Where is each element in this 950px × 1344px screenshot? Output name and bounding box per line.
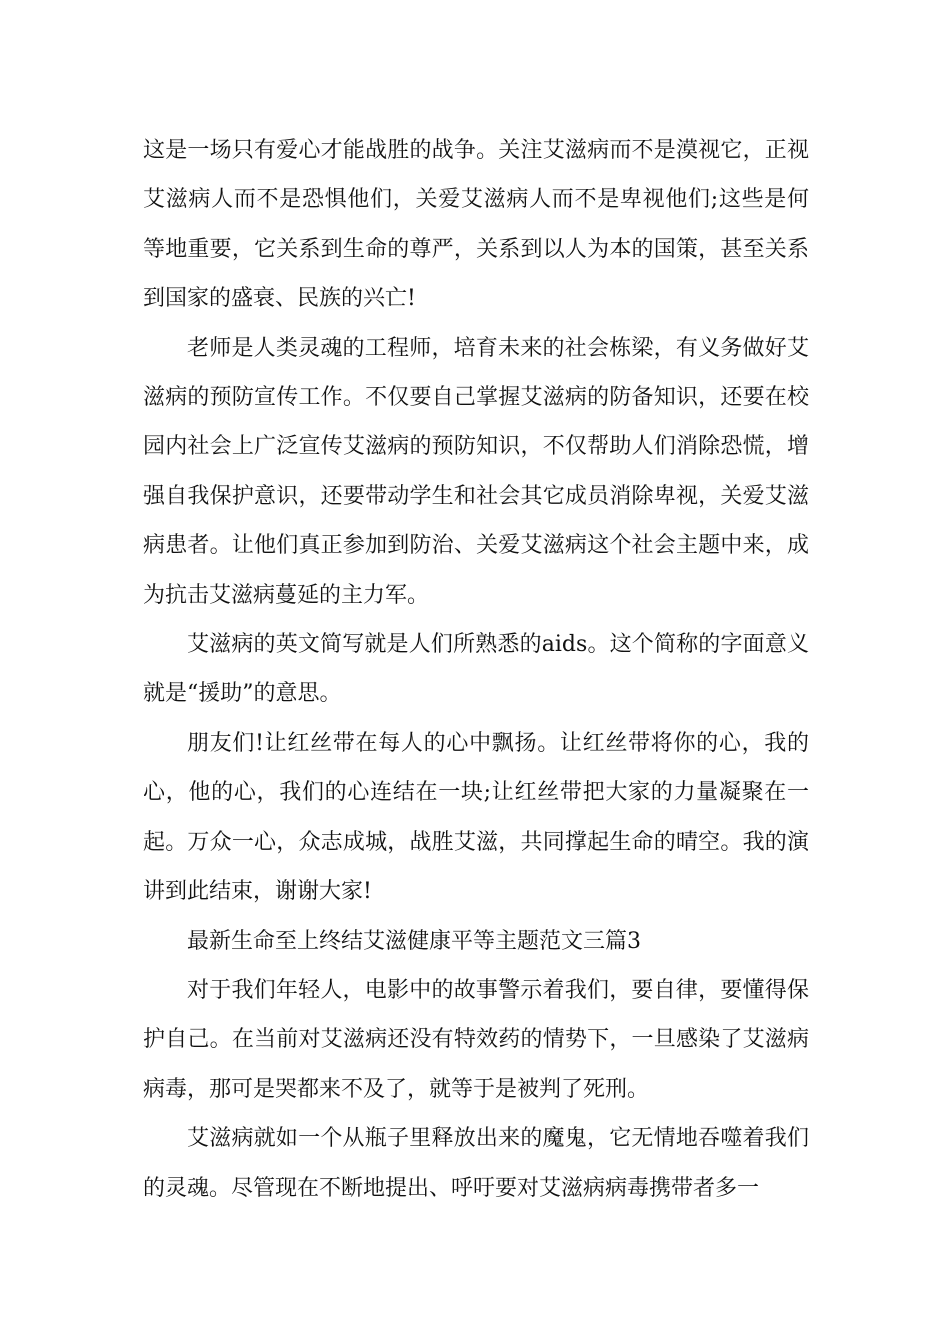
paragraph-6: 艾滋病就如一个从瓶子里释放出来的魔鬼，它无情地吞噬着我们的灵魂。尽管现在不断地提出、呼吁要对艾滋病病毒携带者多一 xyxy=(143,1126,809,1201)
paragraph-3: 艾滋病的英文简写就是人们所熟悉的aids。这个简称的字面意义就是“援助”的意思。 xyxy=(143,632,809,707)
paragraph-5: 对于我们年轻人，电影中的故事警示着我们，要自律，要懂得保护自己。在当前对艾滋病还没有特效药的情势下，一旦感染了艾滋病病毒，那可是哭都来不及了，就等于是被判了死刑。 xyxy=(143,977,809,1102)
section-heading: 最新生命至上终结艾滋健康平等主题范文三篇3 xyxy=(187,928,641,954)
paragraph-4: 朋友们!让红丝带在每人的心中飘扬。让红丝带将你的心，我的心，他的心，我们的心连结在一块;让红丝带把大家的力量凝聚在一起。万众一心，众志成城，战胜艾滋，共同撑起生命的晴空。我的演讲到此结束，谢谢大家! xyxy=(143,730,809,905)
document-page xyxy=(143,126,809,1213)
paragraph-1: 这是一场只有爱心才能战胜的战争。关注艾滋病而不是漠视它，正视艾滋病人而不是恐惧他们，关爱艾滋病人而不是卑视他们;这些是何等地重要，它关系到生命的尊严，关系到以人为本的国策，甚至关系到国家的盛衰、民族的兴亡! xyxy=(143,138,809,312)
paragraph-2: 老师是人类灵魂的工程师，培育未来的社会栋梁，有义务做好艾滋病的预防宣传工作。不仅要自己掌握艾滋病的防备知识，还要在校园内社会上广泛宣传艾滋病的预防知识，不仅帮助人们消除恐慌，增强自我保护意识，还要带动学生和社会其它成员消除卑视，关爱艾滋病患者。让他们真正参加到防治、关爱艾滋病这个社会主题中来，成为抗击艾滋病蔓延的主力军。 xyxy=(143,335,809,608)
